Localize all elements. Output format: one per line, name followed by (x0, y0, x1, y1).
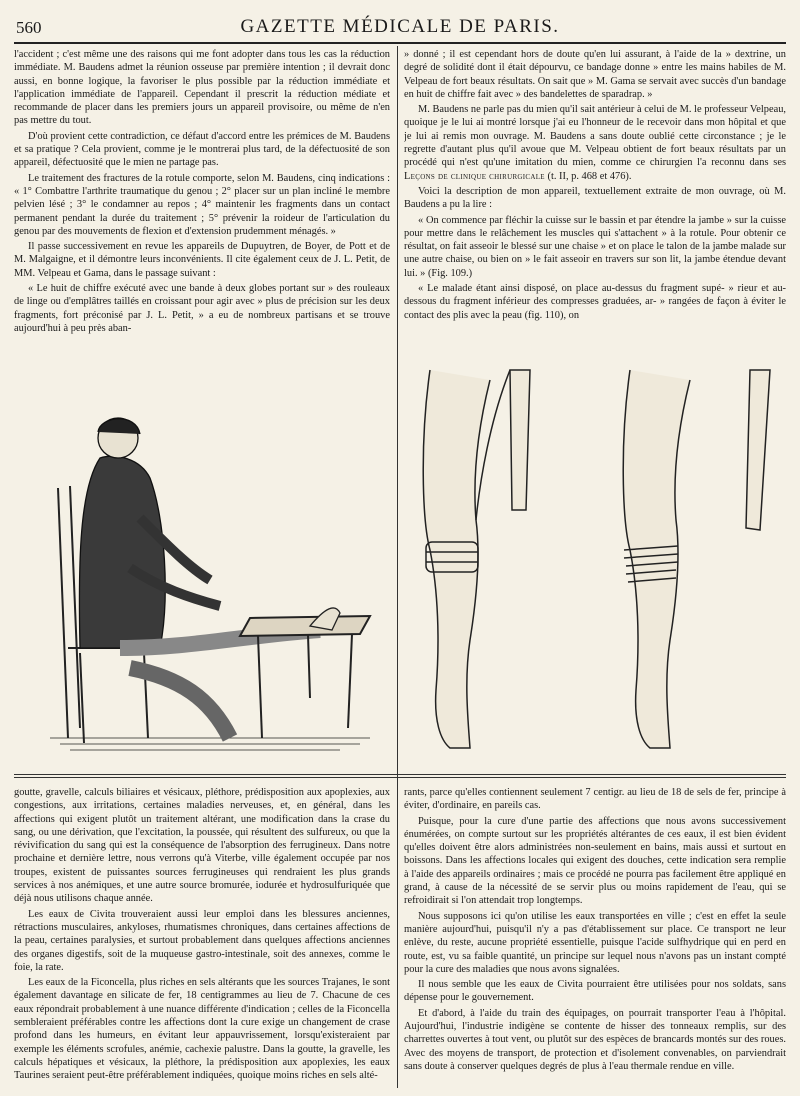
figure-109-engraving (40, 398, 380, 760)
bottom-right-column (404, 786, 786, 1091)
paragraph: Nous supposons ici qu'on utilise les eaux transportées en ville ; c'est en effet la seule manière aujourd'hui, puisqu'il n'y a pas d'établissement sur place. Ce transport ne leur enlève, du reste, aucune propriété essentielle, puisque l'acide sulfhydrique qui en perd en route, est, vu sa faible quantité, un principe sur lequel nous n'avons pas un instant compté pour la cure des maladies que nous avons signalées. (404, 910, 786, 975)
paragraph: Le traitement des fractures de la rotule comporte, selon M. Baudens, cinq indications : « 1° Combattre l'arthrite traumatique du genou ; 2° placer sur un plan incliné le membre pelvien lésé ; 3° le condamner au repos ; 4° maintenir les fragments dans un contact permanent pendant la durée du traitement ; 5° prévenir la roideur de l'articulation du genou par des mouvements de flexion et d'extension prudemment ménagés. » (14, 172, 390, 237)
page-header (14, 12, 786, 44)
left-leg-figure (423, 370, 530, 748)
paragraph: Il passe successivement en revue les appareils de Dupuytren, de Boyer, de Pott et de M. Malgaigne, et il démontre leurs inconvénients. Il cite également ceux de J. L. Petit, de MM. Velpeau et Gama, dans le passage suivant : (14, 241, 390, 279)
quote-paragraph: « Le huit de chiffre exécuté avec une bande à deux globes portant sur » des rouleaux de linge ou d'emplâtres taillés en croissant pour agir avec » plus de précision sur les deux fragments, fort préconisé par J. L. Petit, » a eu de nombreux partisans et se trouve aujourd'hui à peu près aban- (14, 283, 390, 334)
paragraph-text: M. Baudens ne parle pas du mien qu'il sait antérieur à celui de M. le professeur Velpeau, quoique je le lui ai montré lorsque j'ai eu l'honneur de le recevoir dans mon hôpital et que je lui ai remis mon ouvrage. M. Baudens a sans doute oublié cette circonstance ; je le regrette d'autant plus qu'il avoue que M. Velpeau obtient de fort beaux résultats par un procédé qui n'est qu'une imitation du mien, comme ce chirurgien l'a reconnu dans ses (404, 104, 786, 169)
reference-tail: (t. II, p. 468 et 476). (544, 170, 632, 182)
table (240, 616, 370, 738)
paragraph: Les eaux de Civita trouveraient aussi leur emploi dans les blessures anciennes, rétractions musculaires, ankyloses, rhumatismes chroniques, dans certaines affections de la peau, certaines paralysies, et surtout probablement dans quelques affections anciennes des organes digestifs, soit de la muqueuse gastro-intestinale, soit des annexes, comme le foie, la rate. (14, 908, 390, 973)
quote-paragraph: » donné ; il est cependant hors de doute qu'en lui assurant, à l'aide de la » dextrine, un degré de solidité dont il était dépourvu, ce bandage donne » entre les mains habiles de M. Velpeau de fort beaux résultats. On sait que » M. Gama se servait avec succès d'un bandage en huit de chiffre fait avec » des bandelettes de sparadrap. » (404, 49, 786, 100)
right-column (404, 48, 786, 350)
journal-title: GAZETTE MÉDICALE DE PARIS. (240, 16, 560, 37)
paragraph: Les eaux de la Ficoncella, plus riches en sels altérants que les sources Trajanes, le sont également davantage en silicate de fer, 18 centigrammes au lieu de 7. Chacune de ces eaux répondrait probablement à une nuance différente d'indication ; celles de la Ficoncella sembleraient préférables contre les affections dont la cure exige un changement de crase profond dans les humeurs, en évitant leur appauvrissement, lorsqu'existeraient par exemple les éléments scrofules, anémie, cachexie palustre. Dans la goutte, la gravelle, les calculs hépatiques et vésicaux, la pléthore, la prédisposition aux apoplexies, les eaux Taurines seraient peut-être préférablement indiquées, quoique moins riches en sels alté- (14, 977, 390, 1082)
paragraph: l'accident ; c'est même une des raisons qui me font adopter dans tous les cas la réduction immédiate. M. Baudens admet la réunion osseuse par première intention ; il devrait donc aussi, en bonne logique, la favoriser le plus possible par la réduction immédiate et l'application immédiate de l'appareil. Cependant il prescrit la réduction médiate et recommande de placer dans les premiers jours un appareil provisoire, ou même de n'en pas mettre du tout. (14, 49, 390, 127)
paragraph (404, 103, 786, 183)
quote-paragraph: « On commence par fléchir la cuisse sur le bassin et par étendre la jambe » sur la cuisse pour mettre dans le relâchement les muscles qui s'attachent » à la rotule. Pour obtenir ce résultat, on fait asseoir le blessé sur une chaise » et on place le talon de la jambe malade sur une autre chaise, ou bien on » le fait asseoir en travers sur son lit, la jambe étendue devant lui. » (Fig. 109.) (404, 214, 786, 279)
seated-man (79, 456, 165, 648)
paragraph: rants, parce qu'elles contiennent seulement 7 centigr. au lieu de 18 de sels de fer, principe à éviter, d'ordinaire, en pareils cas. (404, 787, 786, 812)
column-divider (397, 46, 398, 788)
figure-110-engraving (410, 360, 780, 760)
paragraph: Il nous semble que les eaux de Civita pourraient être utilisées pour nos soldats, sans dépense pour le gouvernement. (404, 979, 786, 1004)
column-divider (397, 782, 398, 1088)
quote-paragraph: « Le malade étant ainsi disposé, on place au-dessus du fragment supé- » rieur et au-dessous du fragment inférieur des compresses graduées, ar- » rangées de façon à éviter le contact des plis avec la peau (fig. 110), on (404, 283, 786, 321)
bottom-left-column (14, 786, 390, 1091)
page-number: 560 (16, 18, 42, 37)
paragraph: Puisque, pour la cure d'une partie des affections que nous avons successivement énumérées, on compte surtout sur les propriétés altérantes de ces eaux, il est bien évident qu'elles doivent être alors administrées non-seulement en bains, mais aussi et surtout en boissons. Dans les affections locales qui exigent des douches, cette indication sera remplie à l'aide des appareils ordinaires ; mais ce procédé ne pourra pas facilement être appliqué en grand, à cause de la nécessité de se servir plus ou moins rapidement de l'eau, qui se refroidirait si l'on attendait trop longtemps. (404, 815, 786, 907)
section-divider (14, 774, 786, 775)
paragraph: goutte, gravelle, calculs biliaires et vésicaux, pléthore, prédisposition aux apoplexies, aux congestions, aux irritations, certaines maladies nerveuses, et, en général, dans les affections qui exigent plutôt un traitement altérant, une modification dans la crase du sang, ou une dérivation, que l'excitation, la poussée, qui résultent des sulfureux, ou que la révivification du sang qui est la conséquence de l'absorption des ferrugineux. Dans notre prochaine et dernière lettre, nous verrons qu'à Viterbe, ville également occupée par nos troupes, existent de puissantes sources ferrugineuses qui rendraient les plus grands services à nos anémiques, et une autre source bromurée, iodurée et hydrosulfuriquée que déjà nous utilisons chaque année. (14, 787, 390, 905)
section-divider (14, 777, 786, 778)
left-column (14, 48, 390, 388)
paragraph: D'où provient cette contradiction, ce défaut d'accord entre les prémices de M. Baudens et sa pratique ? Cela provient, comme je le montrerai plus tard, de la défectuosité de son appareil, défectuosité que le mien ne partage pas. (14, 130, 390, 169)
paragraph: Et d'abord, à l'aide du train des équipages, on pourrait transporter l'eau à l'hôpital. Aujourd'hui, l'industrie indigène se contente de hisser des tonneaux remplis, sur des charrettes ouvertes à tout vent, ou plutôt sur des espèces de brancards montés sur des roues. Avec des moyens de transport, de protection et d'isolement convenables, on parviendrait sans doute à conserver quelques degrés de plus à l'eau thermale rendue en ville. (404, 1007, 786, 1072)
book-reference: Leçons de clinique chirurgicale (404, 170, 545, 182)
right-leg-figure (623, 370, 770, 748)
floor-hatching (50, 738, 370, 750)
paragraph: Voici la description de mon appareil, textuellement extraite de mon ouvrage, où M. Baudens a pu la lire : (404, 185, 786, 211)
